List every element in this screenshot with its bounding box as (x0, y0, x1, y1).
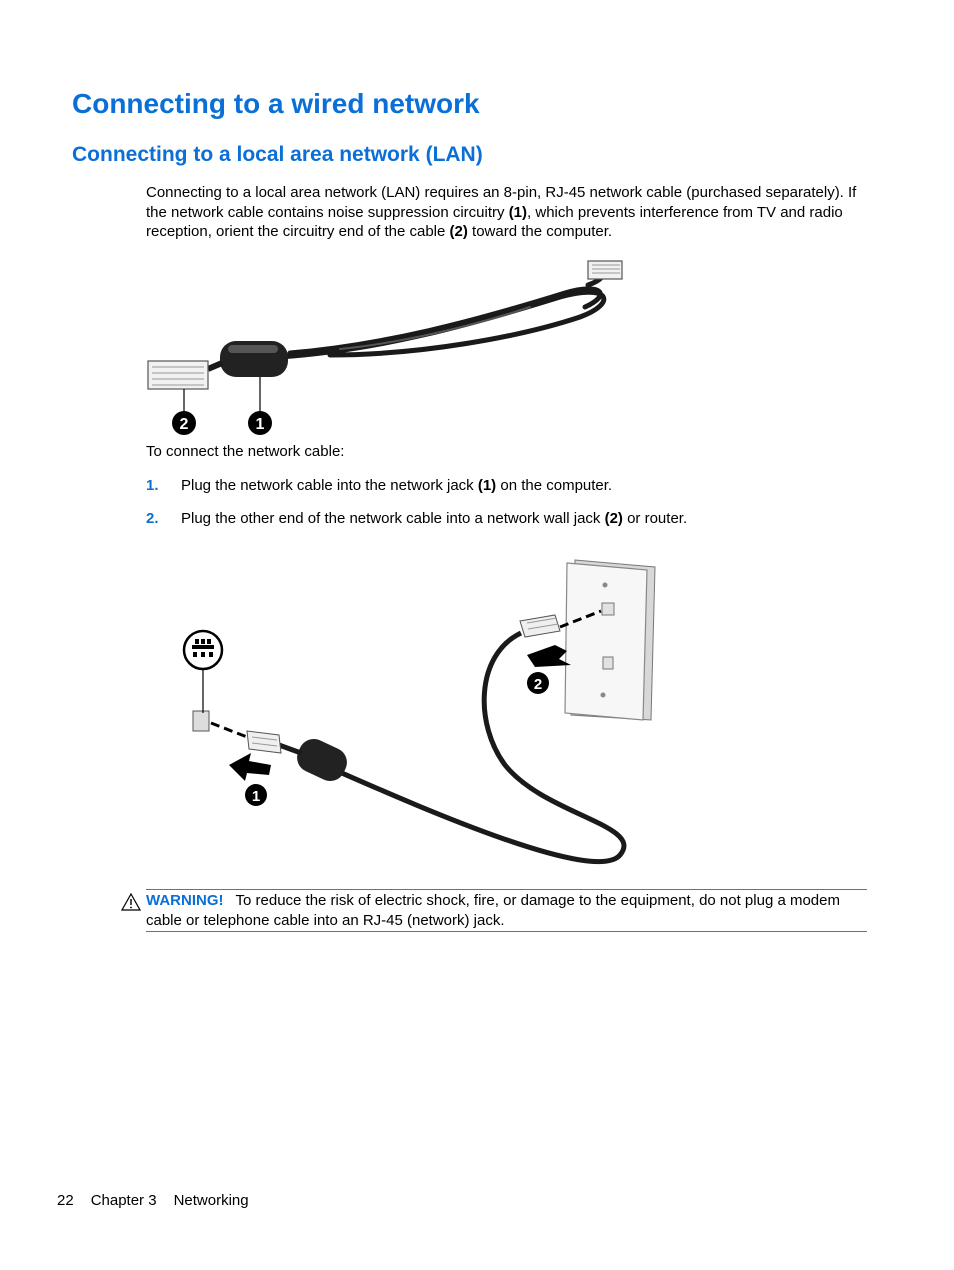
step-2-number: 2. (146, 510, 159, 527)
network-jack-icon (184, 631, 222, 669)
section-heading: Connecting to a local area network (LAN) (72, 143, 483, 166)
step-2-bold: (2) (604, 510, 623, 527)
step-1 (146, 477, 612, 494)
warning-label: WARNING! (146, 892, 224, 909)
step-1-number: 1. (146, 477, 159, 494)
network-jack (193, 711, 209, 731)
arrow-left-icon (229, 753, 271, 781)
callout-2-label: 2 (179, 416, 189, 433)
step-1-bold: (1) (477, 477, 497, 494)
rj45-plug-right (588, 261, 622, 279)
intro-bold-2: (2) (449, 223, 468, 241)
rj45-plug-wall (520, 615, 560, 637)
step-2-text: Plug the other end of the network cable into a network wall jack (181, 510, 605, 527)
network-cable-figure (140, 255, 640, 440)
footer-section: Networking (173, 1192, 249, 1209)
wall-plate (565, 560, 655, 720)
intro-paragraph (146, 183, 876, 242)
step-1-text-after: on the computer. (496, 477, 613, 494)
instructions-intro: To connect the network cable: (146, 443, 345, 460)
callout-1-label: 1 (255, 416, 265, 433)
rj45-plug-left (148, 361, 208, 389)
arrow-right-icon (527, 645, 571, 667)
rj45-plug-computer (247, 731, 281, 753)
page-footer (57, 1192, 266, 1209)
intro-bold-1: (1) (508, 203, 528, 221)
intro-text-2: , which prevents interference from TV and radio reception, orient the circuitry end of the cable (146, 203, 843, 241)
intro-text-3: toward the computer. (467, 223, 613, 241)
page-title: Connecting to a wired network (72, 88, 480, 119)
warning-triangle-icon (121, 893, 141, 911)
callout-1-label: 1 (251, 788, 261, 805)
step-1-text: Plug the network cable into the network jack (181, 477, 478, 494)
step-2 (146, 510, 687, 527)
step-2-text-after: or router. (622, 510, 688, 527)
warning-text: To reduce the risk of electric shock, fire, or damage to the equipment, do not plug a modem cable or telephone cable into an RJ-45 (network) jack. (146, 892, 840, 929)
footer-chapter: Chapter 3 (90, 1192, 157, 1209)
connection-figure (175, 555, 665, 870)
warning-note (146, 889, 867, 932)
callout-2-label: 2 (533, 676, 543, 693)
page-number: 22 (57, 1192, 74, 1209)
cable-loop-inner (290, 289, 600, 353)
ferrite-core (292, 734, 352, 786)
intro-text-1: Connecting to a local area network (LAN) requires an 8-pin, RJ-45 network cable (purchased separately). If the network cable contains noise suppression circuitry (146, 184, 857, 221)
